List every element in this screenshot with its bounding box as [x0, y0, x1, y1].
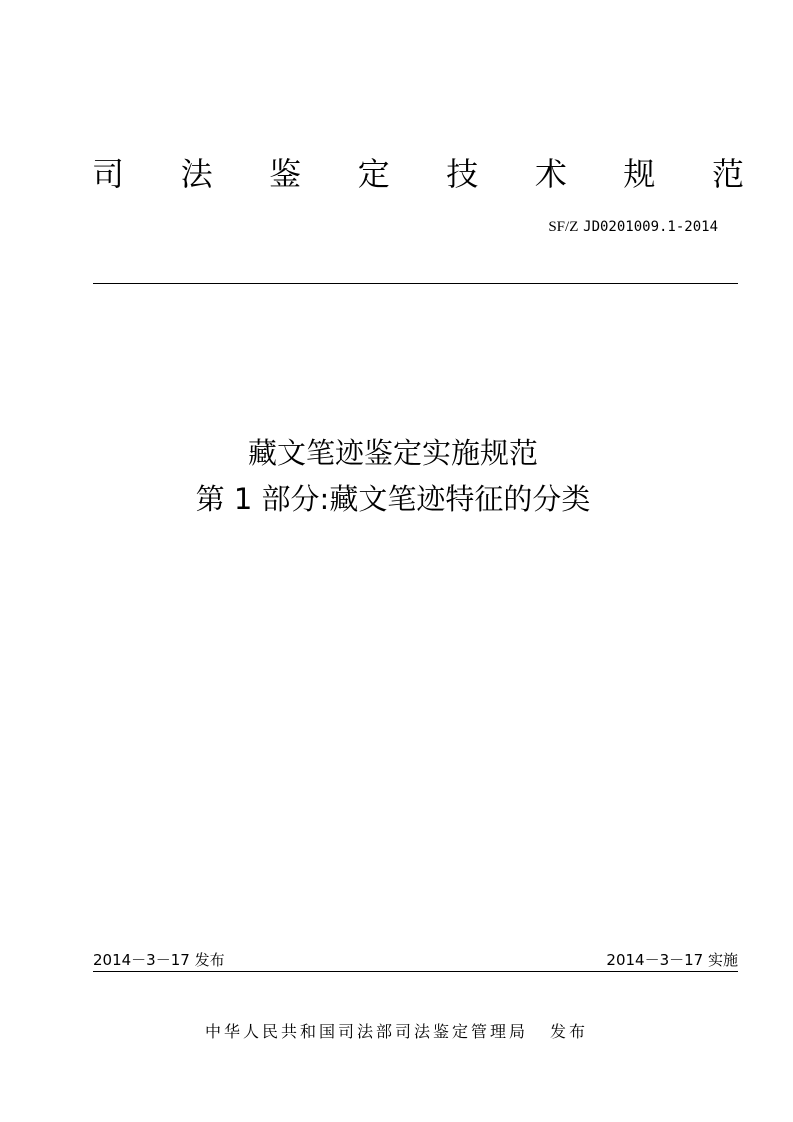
header-divider	[93, 283, 738, 284]
document-title-line2: 第 1 部分:藏文笔迹特征的分类	[195, 482, 591, 516]
series-title-char: 术	[534, 155, 567, 193]
series-title-char: 技	[446, 155, 479, 193]
publisher	[0, 1020, 793, 1044]
publisher-name: 中华人民共和国司法部司法鉴定管理局	[204, 1022, 528, 1041]
document-title	[93, 430, 693, 522]
series-title-char: 法	[180, 155, 213, 193]
dates-row	[93, 948, 738, 972]
issue-date: 2014－3－17 发布	[93, 951, 225, 969]
implementation-date: 2014－3－17 实施	[606, 951, 738, 969]
standard-prefix: SF/Z	[548, 219, 579, 235]
series-title-char: 规	[623, 155, 656, 193]
series-title-char: 司	[92, 155, 125, 193]
document-title-line1: 藏文笔迹鉴定实施规范	[247, 436, 538, 470]
series-title	[92, 152, 744, 196]
series-title-char: 鉴	[269, 155, 302, 193]
standard-number	[548, 216, 718, 237]
publisher-action: 发布	[550, 1022, 589, 1041]
standard-code: JD0201009.1-2014	[583, 219, 718, 235]
series-title-char: 范	[711, 155, 744, 193]
series-title-char: 定	[357, 155, 390, 193]
footer-divider	[93, 971, 738, 972]
